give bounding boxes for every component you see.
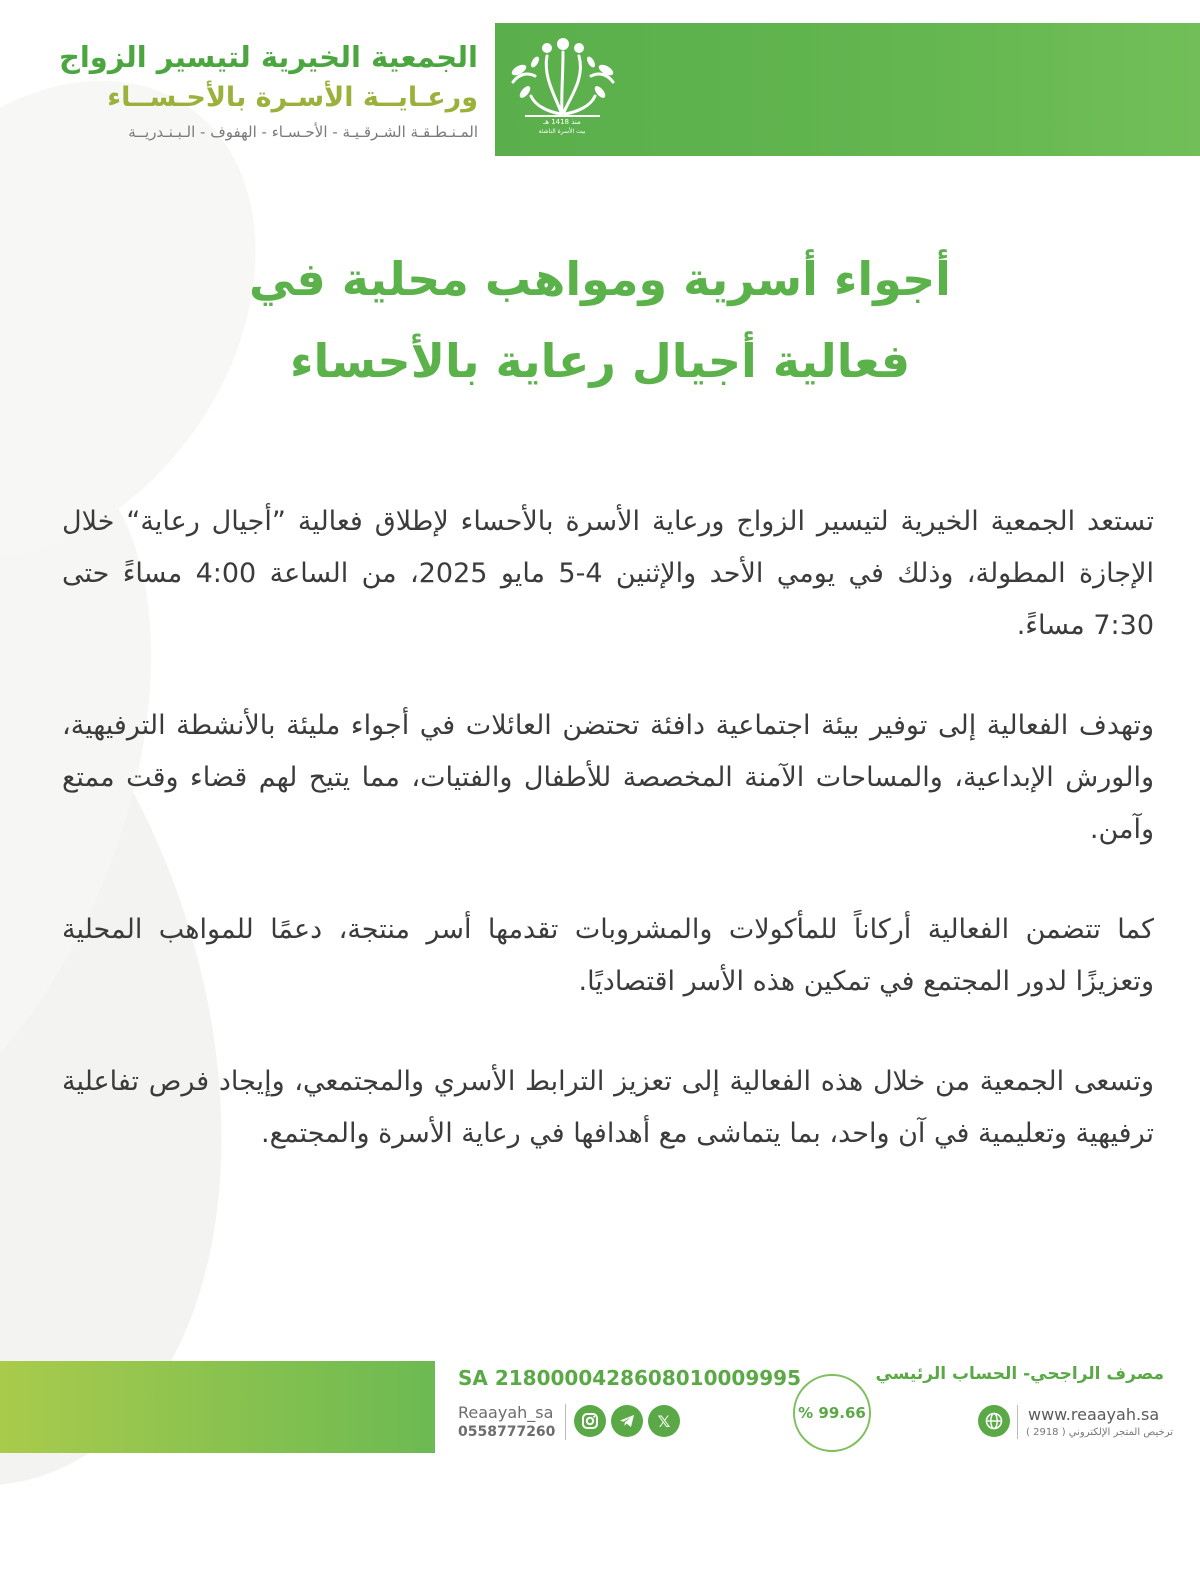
telegram-icon[interactable]: [611, 1405, 643, 1437]
x-icon[interactable]: 𝕏: [648, 1405, 680, 1437]
phone-number[interactable]: 0558777260: [458, 1424, 556, 1440]
telegram-glyph: [618, 1412, 636, 1430]
instagram-glyph: [581, 1412, 599, 1430]
footer-green-band: [0, 1361, 435, 1453]
logo-tagline-text: بيت الأسرة الناشئة: [538, 128, 586, 135]
website-link[interactable]: www.reaayah.sa: [1028, 1405, 1160, 1424]
social-handle[interactable]: Reaayah_sa: [458, 1403, 554, 1422]
page-title-line-1: أجواء أسرية ومواهب محلية في: [249, 252, 951, 306]
globe-glyph: [984, 1411, 1004, 1431]
store-license: ترخيص المتجر الإلكتروني ( 2918 ): [1026, 1427, 1174, 1438]
body-paragraph-1: تستعد الجمعية الخيرية لتيسير الزواج ورعاية الأسرة بالأحساء لإطلاق فعالية ”أجيال رعاية“ خلال الإجازة المطولة، وذلك في يومي الأحد والإثنين 4-5 مايو 2025، من الساعة 4:00 مساءً حتى 7:30 مساءً.: [62, 506, 1154, 641]
instagram-icon[interactable]: [574, 1405, 606, 1437]
organization-regions: المـنـطـقـة الشـرقـيـة - الأحـسـاء - الهفوف - الـبـنـدريــة: [128, 123, 478, 141]
body-paragraph-2: وتهدف الفعالية إلى توفير بيئة اجتماعية دافئة تحتضن العائلات في أجواء مليئة بالأنشطة الترفيهية، والورش الإبداعية، والمساحات الآمنة المخصصة للأطفال والفتيات، مما يتيح لهم قضاء وقت ممتع وآمن.: [62, 710, 1154, 845]
page-title-line-2: فعالية أجيال رعاية بالأحساء: [289, 334, 911, 388]
compliance-badge: [793, 1374, 871, 1452]
bank-account-label: مصرف الراجحي- الحساب الرئيسي: [875, 1364, 1164, 1384]
body-paragraph-4: وتسعى الجمعية من خلال هذه الفعالية إلى تعزيز الترابط الأسري والمجتمعي، وإيجاد فرص تفاعلية ترفيهية وتعليمية في آن واحد، بما يتماشى مع أهدافها في رعاية الأسرة والمجتمع.: [62, 1066, 1154, 1149]
bank-iban: SA 2180000428608010009995: [458, 1366, 801, 1390]
globe-icon[interactable]: [978, 1405, 1010, 1437]
organization-name-line-2: ورعـايــة الأسـرة بالأحـســاء: [107, 82, 478, 113]
body-paragraph-3: كما تتضمن الفعالية أركاناً للمأكولات والمشروبات تقدمها أسر منتجة، دعمًا للمواهب المحلية وتعزيزًا لدور المجتمع في تمكين هذه الأسر اقتصاديًا.: [62, 914, 1154, 997]
footer-divider: [565, 1404, 566, 1440]
organization-name-line-1: الجمعية الخيرية لتيسير الزواج: [58, 40, 478, 74]
compliance-badge-value: % 99.66: [798, 1404, 866, 1422]
footer-divider: [1017, 1405, 1018, 1439]
logo-established-text: منذ 1418 هـ: [543, 118, 581, 126]
